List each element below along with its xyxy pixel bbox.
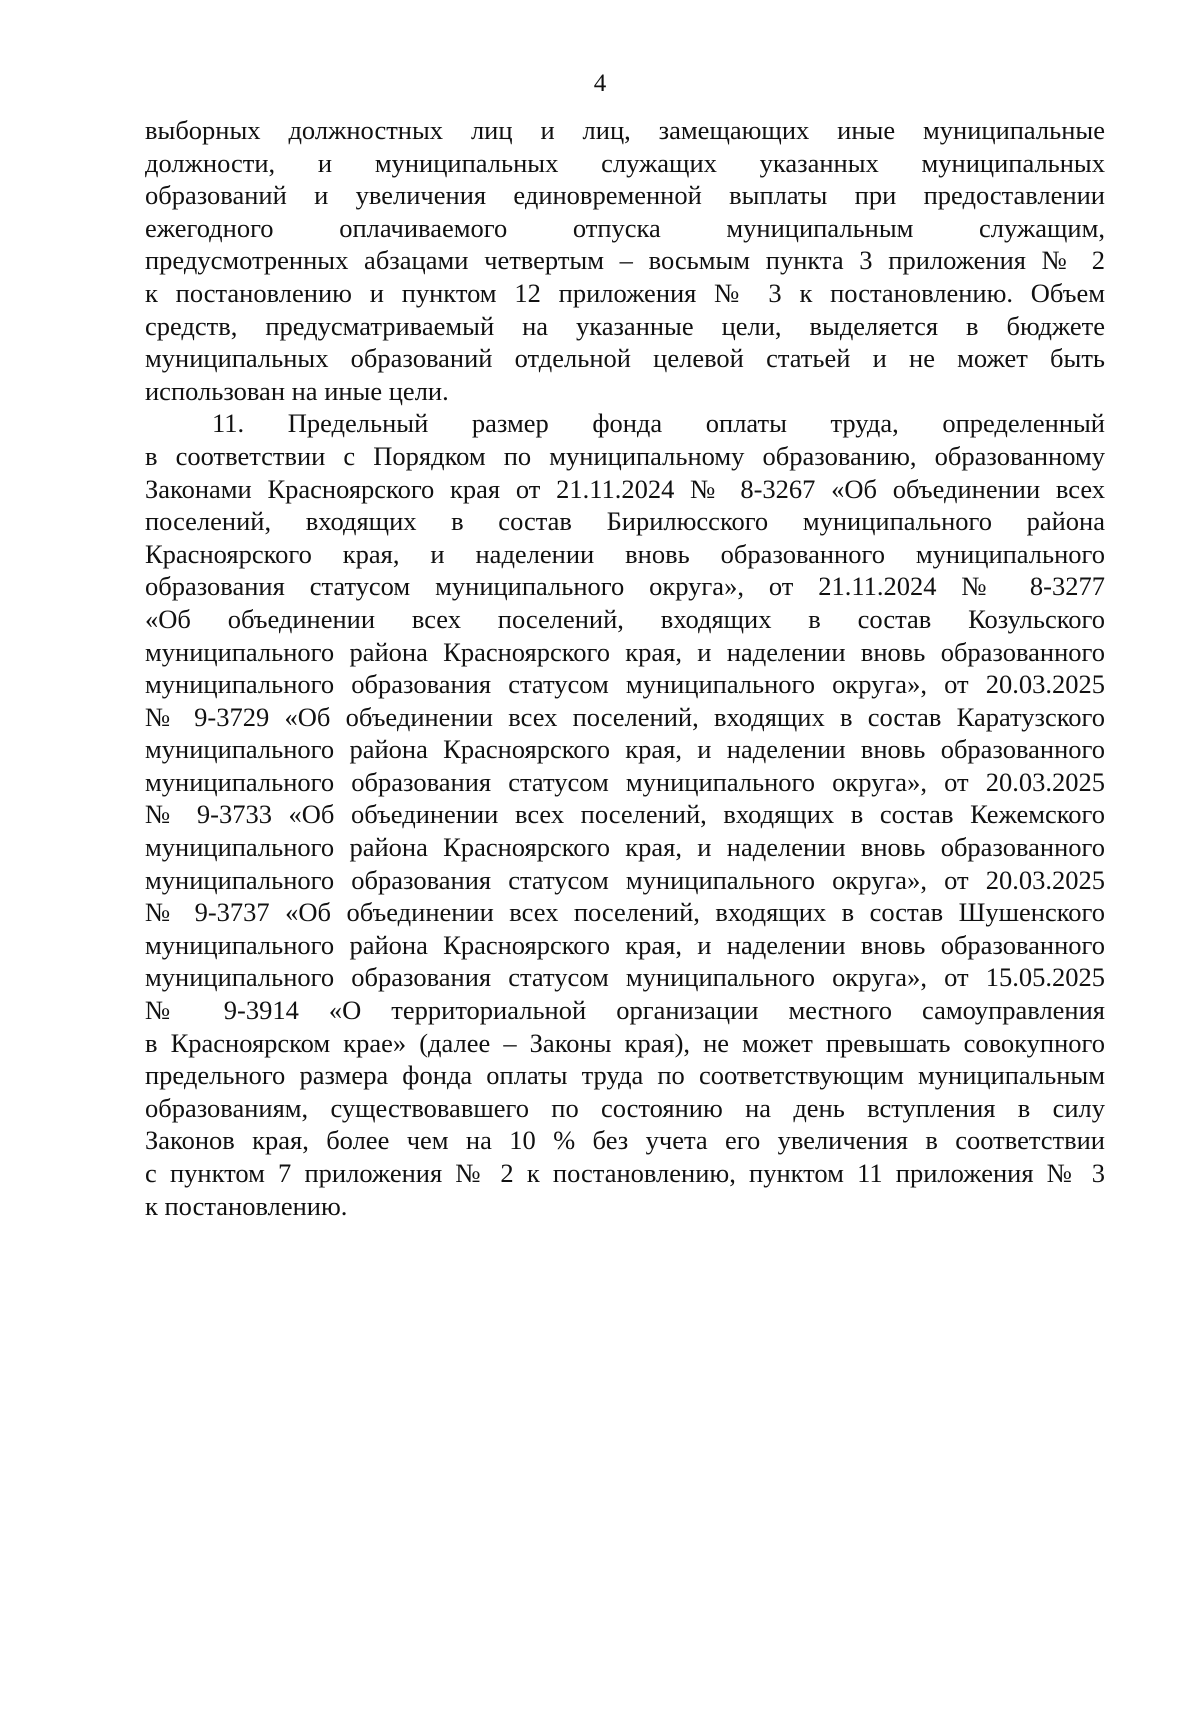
text-line: к постановлению и пунктом 12 приложения № 3 к постановлению. Объем [145, 277, 1105, 308]
text-line: муниципального образования статусом муниципального округа», от 20.03.2025 [145, 669, 1105, 700]
text-line: с пунктом 7 приложения № 2 к постановлению, пунктом 11 приложения № 3 [145, 1158, 1105, 1188]
text-line: ежегодного оплачиваемого отпуска муниципальным служащим, [145, 212, 1105, 243]
text-line: образования статусом муниципального округа», от 21.11.2024 № 8-3277 [145, 571, 1105, 602]
text-line: № 9-3729 «Об объединении всех поселений, входящих в состав Каратузского [145, 701, 1105, 732]
text-line: Законами Красноярского края от 21.11.2024 № 8-3267 «Об объединении всех [145, 473, 1105, 504]
text-line: предельного размера фонда оплаты труда по соответствующим муниципальным [145, 1060, 1105, 1091]
text-line: Красноярского края, и наделении вновь образованного муниципального [145, 538, 1105, 569]
text-line: должности, и муниципальных служащих указанных муниципальных [145, 147, 1105, 178]
text-line: № 9-3733 «Об объединении всех поселений, входящих в состав Кежемского [145, 799, 1105, 830]
text-line: образований и увеличения единовременной выплаты при предоставлении [145, 180, 1105, 211]
text-line: муниципального образования статусом муниципального округа», от 15.05.2025 [145, 962, 1105, 993]
document-body [145, 114, 1105, 1222]
text-line: в соответствии с Порядком по муниципальному образованию, образованному [145, 440, 1105, 471]
text-line: «Об объединении всех поселений, входящих в состав Козульского [145, 603, 1105, 634]
text-line: 11. Предельный размер фонда оплаты труда, определенный [212, 408, 1105, 439]
text-line: выборных должностных лиц и лиц, замещающих иные муниципальные [145, 115, 1105, 145]
text-line: средств, предусматриваемый на указанные цели, выделяется в бюджете [145, 310, 1105, 341]
text-line: № 9-3914 «О территориальной организации местного самоуправления [145, 995, 1105, 1026]
text-line: муниципального образования статусом муниципального округа», от 20.03.2025 [145, 766, 1105, 797]
paragraph-continuation [145, 114, 1105, 407]
text-line: поселений, входящих в состав Бирилюсского муниципального района [145, 506, 1105, 537]
text-line: использован на иные цели. [145, 375, 449, 406]
paragraph-item-11 [145, 407, 1105, 1222]
text-line: образованиям, существовавшего по состоянию на день вступления в силу [145, 1092, 1105, 1123]
text-line: № 9-3737 «Об объединении всех поселений, входящих в состав Шушенского [145, 897, 1105, 928]
text-line: к постановлению. [145, 1190, 348, 1221]
text-line: муниципальных образований отдельной целевой статьей и не может быть [145, 343, 1105, 374]
text-line: муниципального района Красноярского края, и наделении вновь образованного [145, 929, 1105, 960]
text-line: муниципального района Красноярского края, и наделении вновь образованного [145, 832, 1105, 863]
text-line: муниципального образования статусом муниципального округа», от 20.03.2025 [145, 864, 1105, 895]
page-number: 4 [593, 70, 607, 97]
text-line: в Красноярском крае» (далее – Законы края), не может превышать совокупного [145, 1027, 1105, 1058]
text-line: Законов края, более чем на 10 % без учета его увеличения в соответствии [145, 1125, 1105, 1156]
text-line: муниципального района Красноярского края, и наделении вновь образованного [145, 734, 1105, 765]
text-line: предусмотренных абзацами четвертым – восьмым пункта 3 приложения № 2 [145, 245, 1105, 276]
text-line: муниципального района Красноярского края, и наделении вновь образованного [145, 636, 1105, 667]
